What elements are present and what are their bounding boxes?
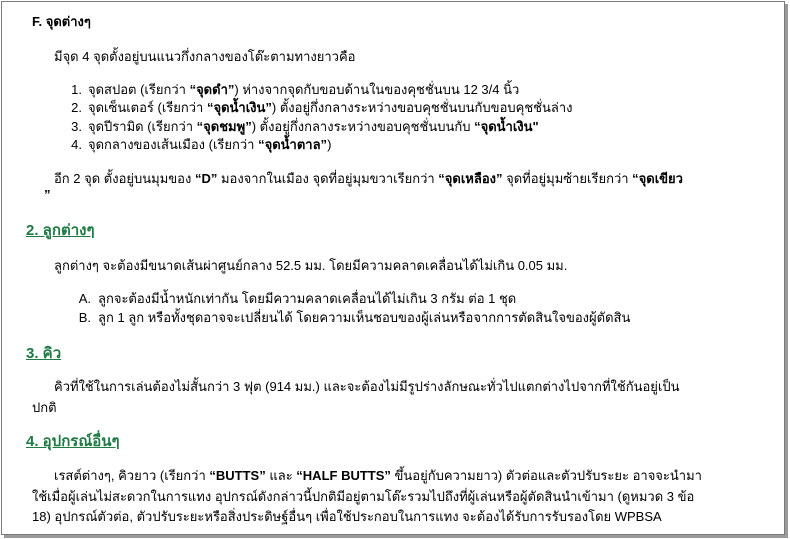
text-part: ) ห่างจากจุดกับขอบด้านในของคุชชั่นบน 12 3/4 นิ้ว — [234, 82, 520, 97]
list-number: 1. — [71, 82, 82, 97]
section-f-intro: มีจุด 4 จุดตั้งอยู่บนแนวกึ่งกลางของโต๊ะตามทางยาวคือ — [54, 49, 356, 64]
list-number: 2. — [71, 100, 82, 115]
list-text — [88, 119, 539, 135]
bold-term: “D” — [194, 171, 218, 186]
list-number: A. — [78, 291, 91, 306]
bold-term: “จุดดำ” — [189, 82, 235, 97]
text-part: จุดปีรามิด (เรียกว่า — [88, 119, 197, 134]
bold-term: “จุดน้ำตาล” — [258, 137, 328, 152]
section-4-line1 — [54, 468, 702, 484]
section-3-line2: ปกติ — [32, 400, 57, 415]
document-frame — [1, 1, 785, 535]
closing-quote: ” — [44, 187, 51, 202]
bold-term: “BUTTS” — [209, 468, 266, 483]
bold-term: “จุดน้ำเงิน" — [474, 119, 539, 134]
text-part: จุดเซ็นเตอร์ (เรียกว่า — [88, 100, 207, 115]
bold-term: “จุดเหลือง” — [438, 171, 503, 186]
text-part: ) ตั้งอยู่กึ่งกลางระหว่างขอบคุชชั่นบนกับ — [251, 119, 475, 134]
text-part: จุดสปอต (เรียกว่า — [88, 82, 190, 97]
list-text — [88, 82, 519, 98]
list-text: ลูก 1 ลูก หรือทั้งชุดอาจจะเปลี่ยนได้ โดยความเห็นชอบของผู้เล่นหรือจากการตัดสินใจของผู้ตัดสิน — [98, 310, 631, 325]
text-part: เรสต์ต่างๆ, คิวยาว (เรียกว่า — [54, 468, 210, 483]
text-part: อีก 2 จุด ตั้งอยู่บนมุมของ — [54, 171, 195, 186]
section-f-heading: F. จุดต่างๆ — [32, 14, 91, 29]
text-part: ) ตั้งอยู่กึ่งกลางระหว่างขอบคุชชั่นบนกับขอบคุชชั่นล่าง — [271, 100, 573, 115]
section-4-heading[interactable]: 4. อุปกรณ์อื่นๆ — [26, 433, 120, 450]
section-2-heading[interactable]: 2. ลูกต่างๆ — [26, 222, 95, 239]
section-f-extra — [54, 169, 764, 188]
text-part: จุดกลางของเส้นเมือง (เรียกว่า — [88, 137, 259, 152]
list-text — [88, 137, 331, 153]
text-part: และ — [265, 468, 297, 483]
section-4-line3: 18) อุปกรณ์ตัวต่อ, ตัวปรับระยะหรือสิ่งประดิษฐ์อื่นๆ เพื่อใช้ประกอบในการแทง จะต้องได้รับการรับรองโดย WPBSA — [32, 509, 662, 524]
list-number: 3. — [71, 119, 82, 134]
list-text — [88, 100, 572, 116]
text-part: จุดที่อยู่มุมซ้ายเรียกว่า — [502, 171, 633, 186]
list-number: B. — [78, 310, 91, 325]
section-2-intro: ลูกต่างๆ จะต้องมีขนาดเส้นผ่าศูนย์กลาง 52.5 มม. โดยมีความคลาดเคลื่อนได้ไม่เกิน 0.05 มม. — [54, 258, 568, 273]
section-4-line2: ใช้เมื่อผู้เล่นไม่สะดวกในการแทง อุปกรณ์ดังกล่าวนี้ปกติมีอยู่ตามโต๊ะรวมไปถึงที่ผู้เล่นหรือผู้ตัดสินนำเข้ามา (ดูหมวด 3 ข้อ — [32, 489, 695, 504]
bold-term: “จุดชมพู” — [196, 119, 252, 134]
list-text: ลูกจะต้องมีน้ำหนักเท่ากัน โดยมีความคลาดเคลื่อนได้ไม่เกิน 3 กรัม ต่อ 1 ชุด — [98, 291, 517, 306]
text-part: มองจากในเมือง จุดที่อยู่มุมขวาเรียกว่า — [217, 171, 439, 186]
bold-term: “จุดเขียว — [632, 171, 683, 186]
text-part: ) — [327, 137, 332, 152]
bold-term: “HALF BUTTS” — [296, 468, 391, 483]
section-3-heading[interactable]: 3. คิว — [26, 345, 62, 362]
list-number: 4. — [71, 137, 82, 152]
section-3-line1: คิวที่ใช้ในการเล่นต้องไม่สั้นกว่า 3 ฟุต (914 มม.) และจะต้องไม่มีรูปร่างลักษณะทั่วไปแตกต่างไปจากที่ใช้กันอยู่เป็น — [54, 379, 680, 394]
bold-term: “จุดน้ำเงิน” — [206, 100, 272, 115]
text-part: ขึ้นอยู่กับความยาว) ตัวต่อและตัวปรับระยะ อาจจะนำมา — [390, 468, 702, 483]
